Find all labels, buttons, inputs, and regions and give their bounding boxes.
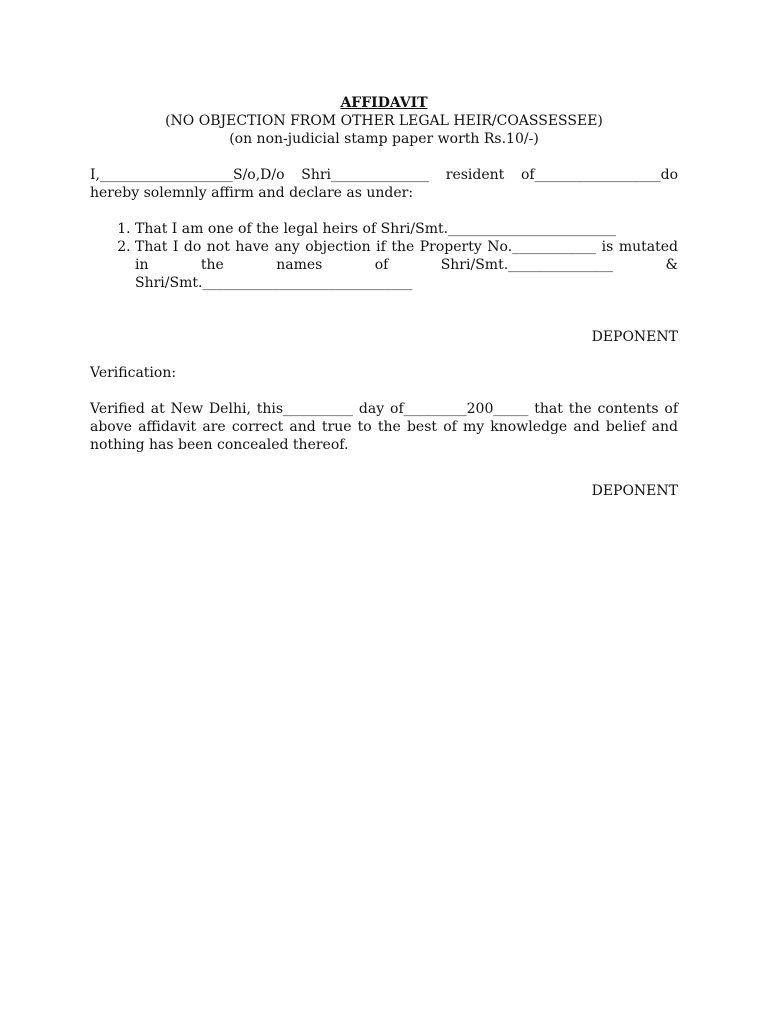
document-subtitle: (NO OBJECTION FROM OTHER LEGAL HEIR/COASSESSEE) (165, 113, 603, 129)
declaration-list (90, 220, 678, 292)
stamp-paper-note: (on non-judicial stamp paper worth Rs.10/-) (229, 131, 539, 147)
deponent-label-2: DEPONENT (591, 483, 678, 499)
declaration-item-1: 1. That I am one of the legal heirs of Shri/Smt.________________________ (135, 220, 678, 238)
verification-heading: Verification: (90, 365, 177, 381)
intro-paragraph: I,___________________S/o,D/o Shri______________ resident of__________________do hereby solemnly affirm and declare as under: (90, 167, 678, 201)
document-body (90, 94, 678, 500)
verification-paragraph: Verified at New Delhi, this__________ day of_________200_____ that the contents of above affidavit are correct and true to the best of my knowledge and belief and nothing has been concealed thereof. (90, 401, 678, 453)
declaration-item-2: 2. That I do not have any objection if the Property No.____________ is mutated in the names of Shri/Smt._______________ & Shri/Smt.______________________________ (135, 238, 678, 292)
document-title: AFFIDAVIT (340, 95, 428, 111)
deponent-label-1: DEPONENT (591, 329, 678, 345)
